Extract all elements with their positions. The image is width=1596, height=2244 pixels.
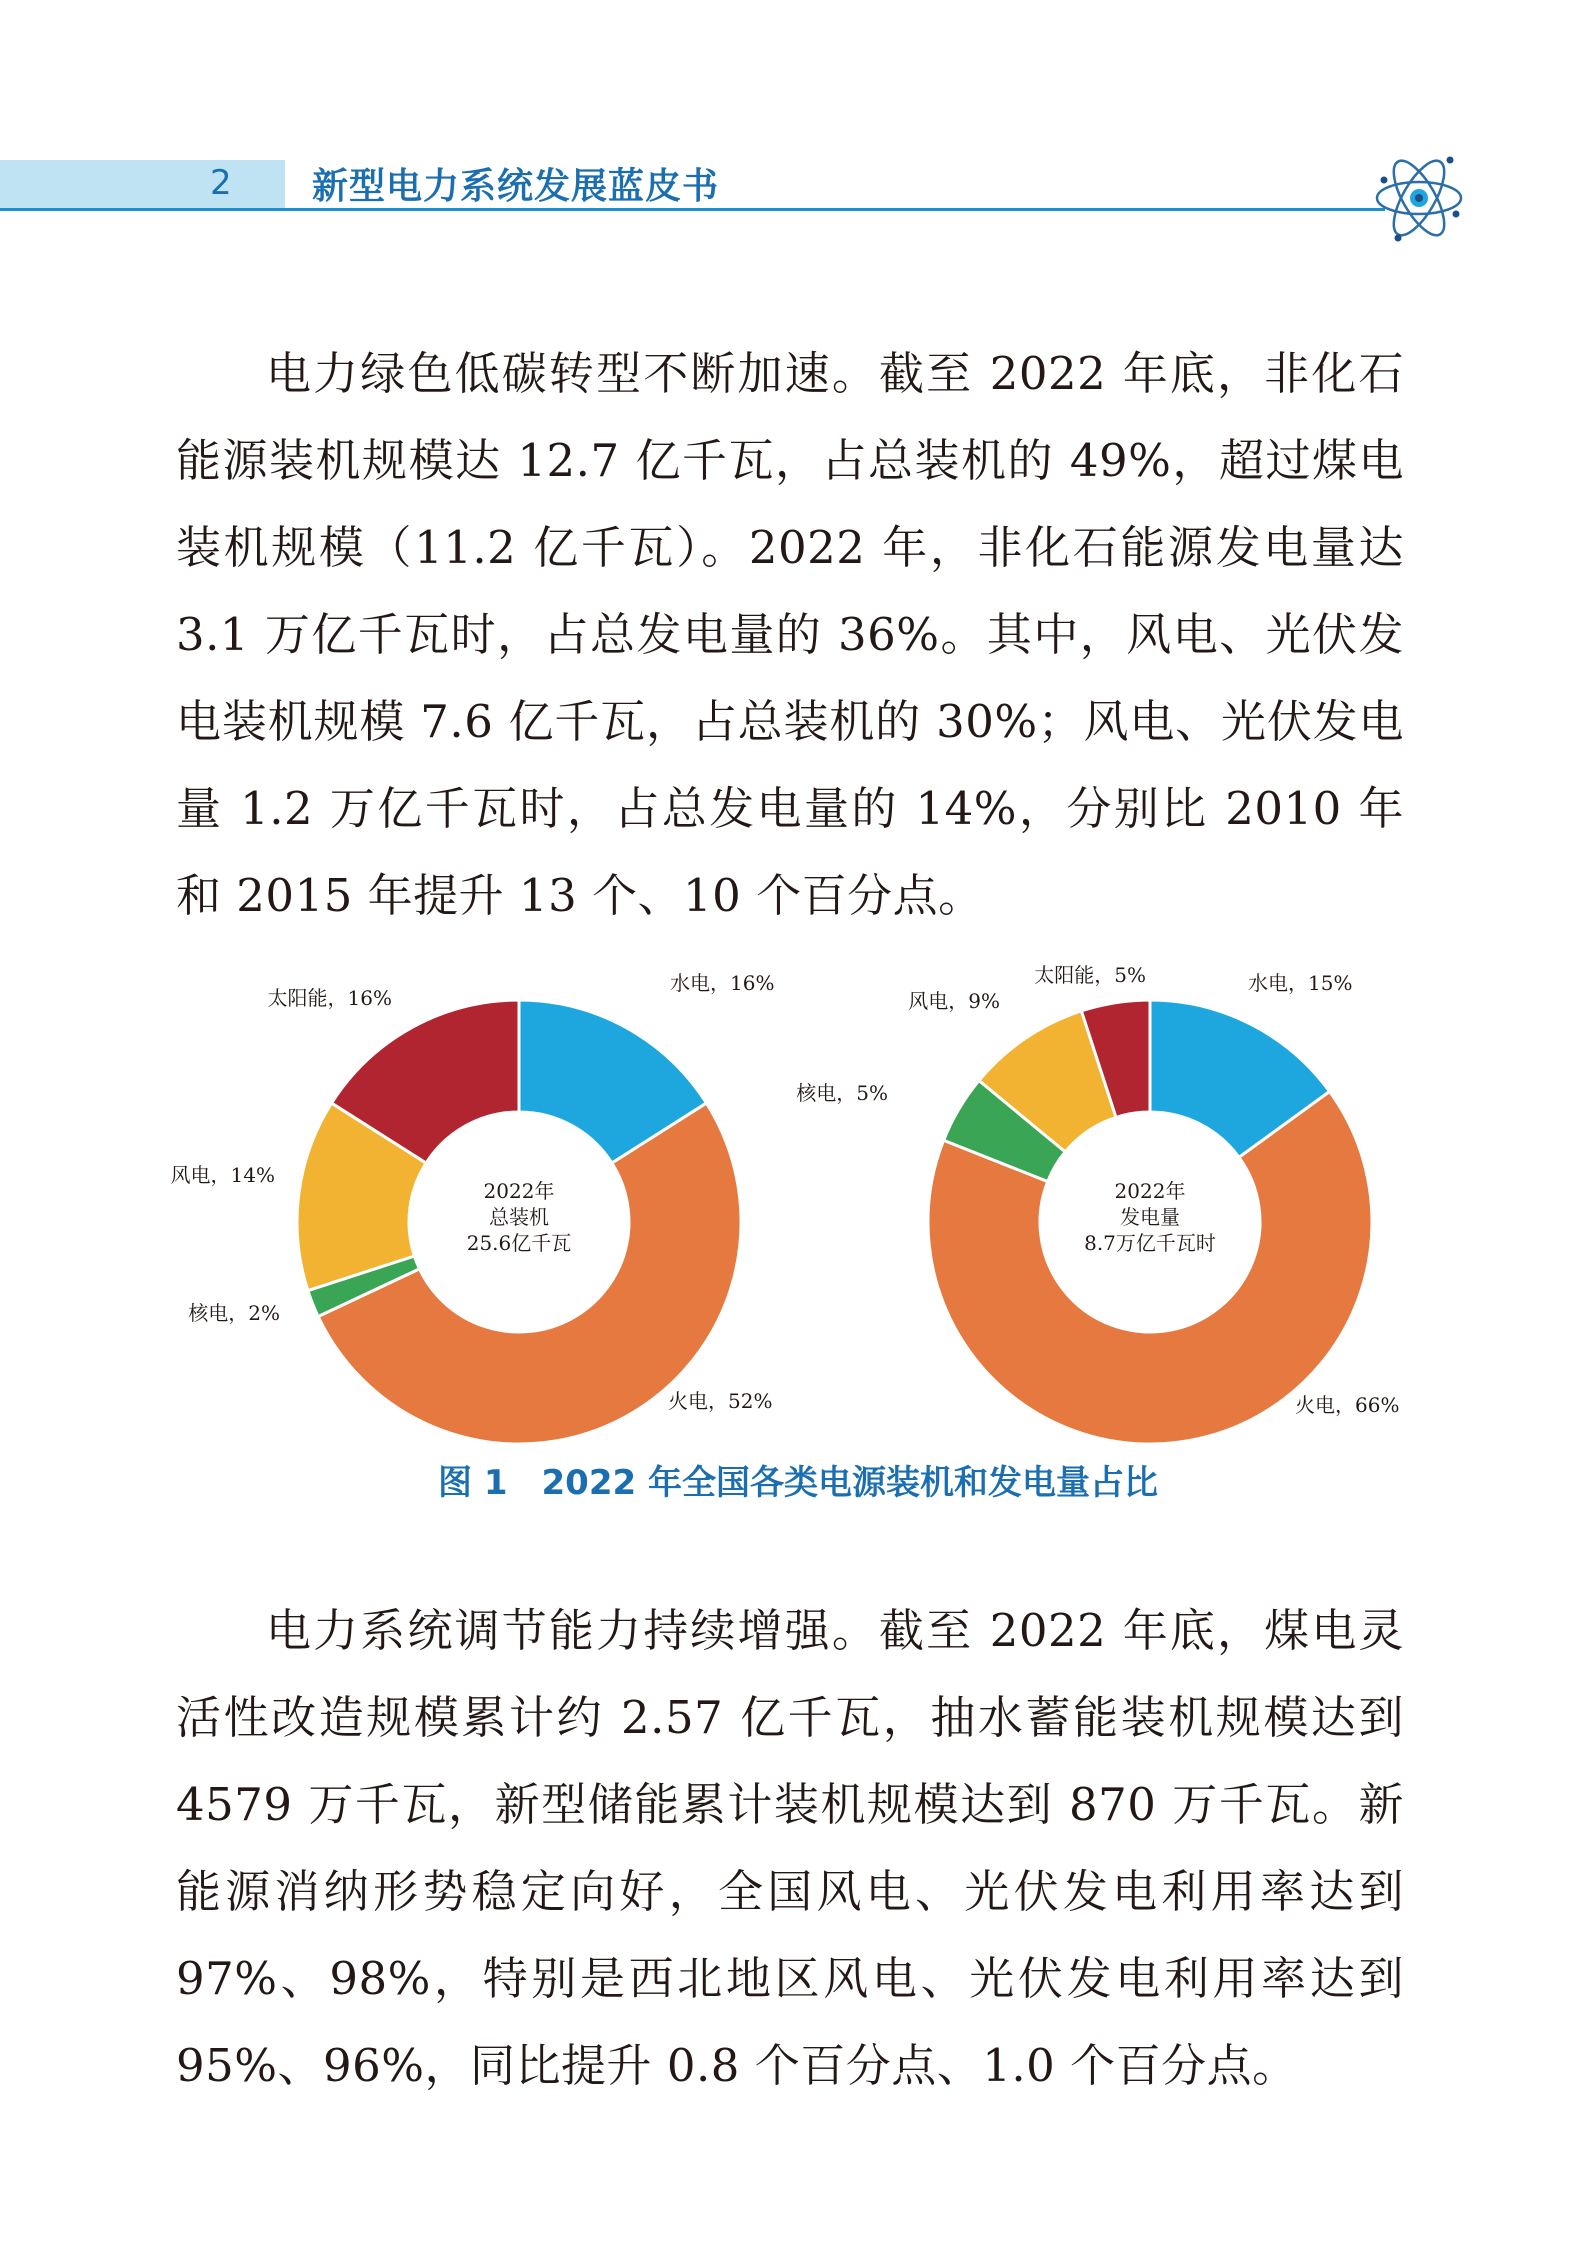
body-paragraph-2: 电力系统调节能力持续增强。截至 2022 年底，煤电灵活性改造规模累计约 2.57 亿千瓦，抽水蓄能装机规模达到 4579 万千瓦，新型储能累计装机规模达到 870 万千瓦。新能源消纳形势稳定向好，全国风电、光伏发电利用率达到 97%、98%，特别是西北地区风电、光伏发电利用率达到 95%、96%，同比提升 0.8 个百分点、1.0 个百分点。: [176, 1604, 1404, 2092]
figure-caption: 图 1 2022 年全国各类电源装机和发电量占比: [438, 1463, 1158, 1503]
center-label-line: 发电量: [1120, 1205, 1180, 1229]
slice-label-风电: 风电，9%: [908, 989, 1000, 1013]
center-label-line: 25.6亿千瓦: [466, 1231, 572, 1255]
slice-label-火电: 火电，66%: [1295, 1393, 1400, 1417]
donut-charts: [0, 940, 1596, 1460]
slice-label-水电: 水电，15%: [1248, 971, 1353, 995]
slice-label-太阳能: 太阳能，5%: [1034, 963, 1146, 987]
slice-label-太阳能: 太阳能，16%: [267, 986, 392, 1010]
center-label-line: 8.7万亿千瓦时: [1084, 1231, 1216, 1255]
book-title: 新型电力系统发展蓝皮书: [312, 166, 720, 207]
donut-chart-installed-capacity: [171, 971, 775, 1444]
atom-icon: [1372, 146, 1466, 250]
body-paragraph-1: 电力绿色低碳转型不断加速。截至 2022 年底，非化石能源装机规模达 12.7 亿千瓦，占总装机的 49%，超过煤电装机规模（11.2 亿千瓦）。2022 年，非化石能源发电量达 3.1 万亿千瓦时，占总发电量的 36%。其中，风电、光伏发电装机规模 7.6 亿千瓦，占总装机的 30%；风电、光伏发电量 1.2 万亿千瓦时，占总发电量的 14%，分别比 2010 年和 2015 年提升 13 个、10 个百分点。: [176, 347, 1404, 922]
center-label-line: 总装机: [489, 1205, 549, 1229]
donut-chart-generation: [796, 963, 1399, 1444]
page-number: 2: [210, 163, 232, 203]
slice-label-核电: 核电，5%: [796, 1081, 888, 1105]
center-label-line: 2022年: [483, 1179, 555, 1203]
slice-label-水电: 水电，16%: [670, 971, 775, 995]
slice-label-核电: 核电，2%: [188, 1301, 280, 1325]
center-label-line: 2022年: [1114, 1179, 1186, 1203]
header-band: [0, 160, 285, 210]
slice-label-风电: 风电，14%: [170, 1163, 275, 1187]
slice-label-火电: 火电，52%: [668, 1389, 773, 1413]
